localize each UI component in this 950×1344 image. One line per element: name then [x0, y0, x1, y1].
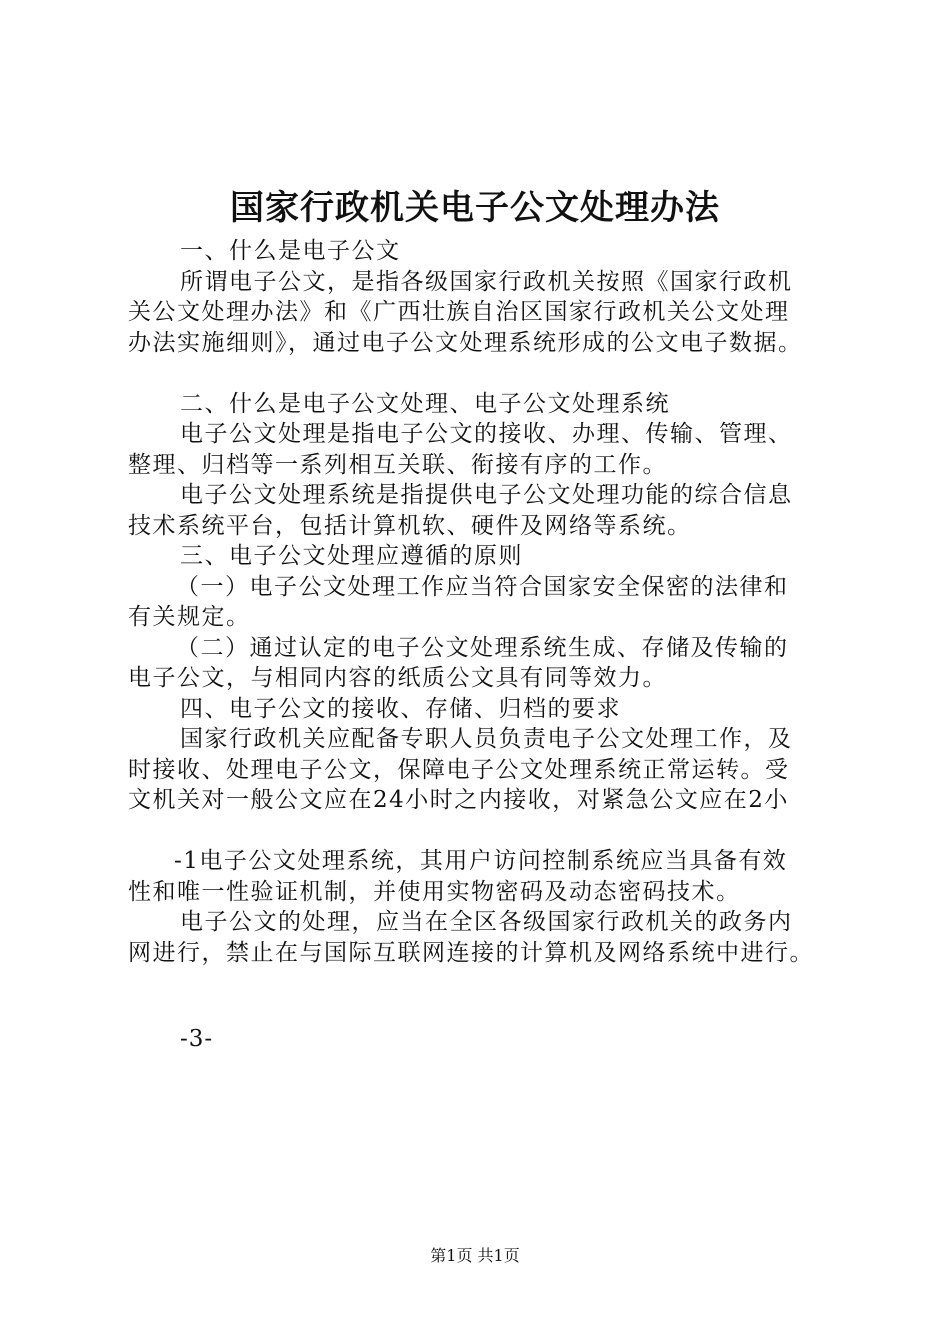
section-heading: 三、电子公文处理应遵循的原则 [180, 543, 523, 569]
paragraph-line: 有关规定。 [128, 604, 251, 630]
paragraph-line: （二）通过认定的电子公文处理系统生成、存储及传输的 [176, 634, 789, 661]
section-heading: 二、什么是电子公文处理、电子公文处理系统 [180, 390, 670, 417]
page-marker: -3- [180, 1026, 214, 1052]
section-heading: 一、什么是电子公文 [180, 238, 401, 264]
page-footer: 第1页 共1页 [430, 1246, 520, 1265]
paragraph-line: 电子公文处理系统是指提供电子公文处理功能的综合信息 [180, 482, 793, 508]
paragraph-line: 国家行政机关应配备专职人员负责电子公文处理工作，及 [180, 726, 793, 752]
paragraph-line: 网进行，禁止在与国际互联网连接的计算机及网络系统中进行。 [128, 939, 814, 966]
section-heading: 四、电子公文的接收、存储、归档的要求 [180, 695, 621, 722]
paragraph-line: 技术系统平台，包括计算机软、硬件及网络等系统。 [128, 512, 692, 539]
document-title: 国家行政机关电子公文处理办法 [230, 188, 720, 228]
paragraph-line: 电子公文，与相同内容的纸质公文具有同等效力。 [128, 665, 667, 691]
paragraph-line: 文机关对一般公文应在24小时之内接收，对紧急公文应在2小 [128, 787, 789, 813]
paragraph-line: 关公文处理办法》和《广西壮族自治区国家行政机关公文处理 [128, 299, 790, 325]
paragraph-line: 办法实施细则》，通过电子公文处理系统形成的公文电子数据。 [128, 329, 803, 356]
paragraph-line: -1电子公文处理系统，其用户访问控制系统应当具备有效 [174, 848, 788, 874]
blank-line [128, 358, 848, 389]
paragraph-line: 性和唯一性验证机制，并使用实物密码及动态密码技术。 [128, 878, 741, 905]
paragraph-line: 时接收、处理电子公文，保障电子公文处理系统正常运转。受 [128, 756, 790, 783]
paragraph-line: 电子公文的处理，应当在全区各级国家行政机关的政务内 [180, 909, 793, 935]
paragraph-line: 电子公文处理是指电子公文的接收、办理、传输、管理、 [180, 421, 793, 447]
paragraph-line: 所谓电子公文，是指各级国家行政机关按照《国家行政机 [180, 268, 793, 295]
blank-line [128, 816, 848, 847]
paragraph-line: 整理、归档等一系列相互关联、衔接有序的工作。 [128, 451, 667, 478]
paragraph-line: （一）电子公文处理工作应当符合国家安全保密的法律和 [176, 573, 789, 600]
document-body [128, 236, 848, 968]
